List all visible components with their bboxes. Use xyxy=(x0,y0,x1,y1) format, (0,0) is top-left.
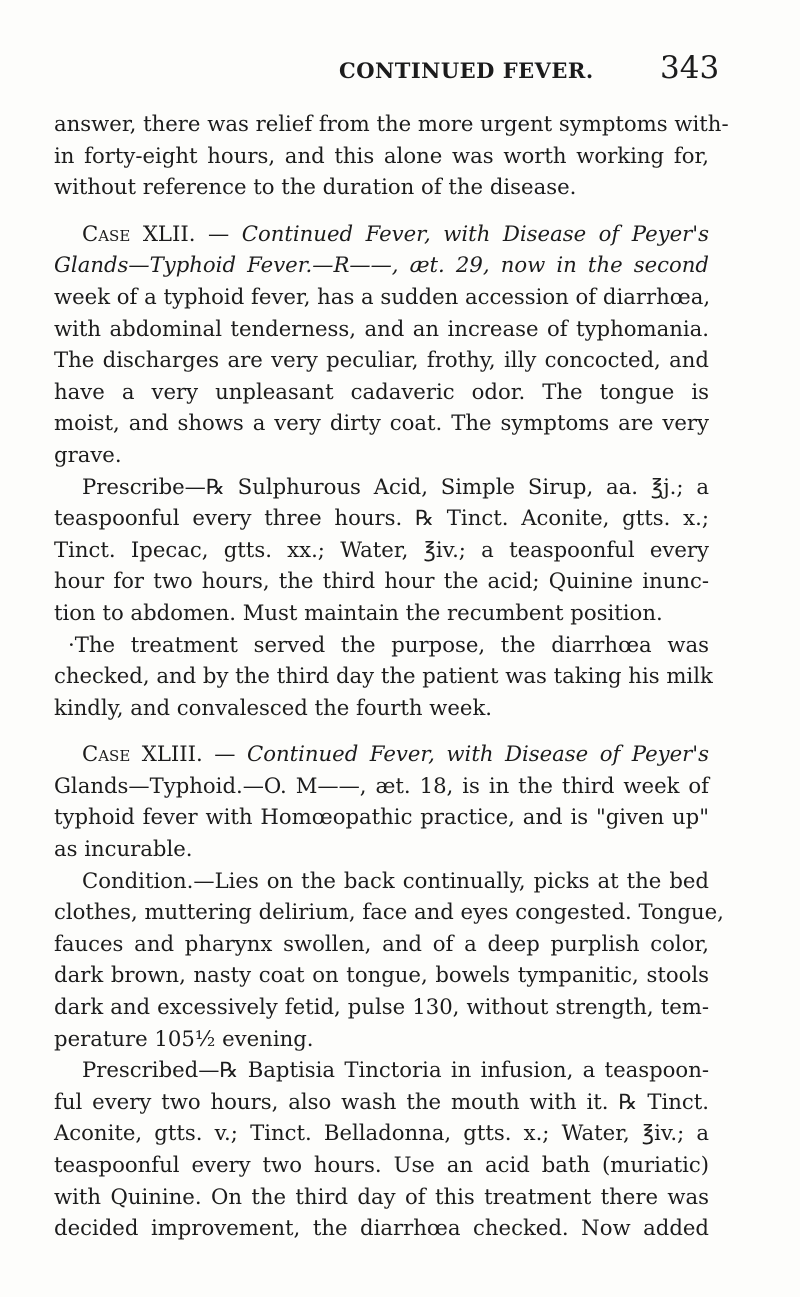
text-line: without reference to the duration of the disease. xyxy=(54,174,577,200)
case-heading-line xyxy=(54,738,709,770)
text-line: with Quinine. On the third day of this treatment there was xyxy=(54,1183,709,1209)
case-label: Case XLII. xyxy=(82,220,196,246)
text-line: Condition.—Lies on the back continually, picks at the bed xyxy=(82,867,709,893)
case-heading-line xyxy=(54,218,709,250)
text-line: in forty-eight hours, and this alone was worth working for, xyxy=(54,142,709,168)
text-line: Prescribed—℞ Baptisia Tinctoria in infusion, a teaspoon- xyxy=(82,1057,709,1083)
case-dash: — xyxy=(202,741,247,767)
text-line: teaspoonful every two hours. Use an acid bath (muriatic) xyxy=(54,1152,709,1177)
text-line: grave. xyxy=(54,441,122,467)
text-line: dark brown, nasty coat on tongue, bowels tympanitic, stools xyxy=(54,962,709,988)
text-line: Glands—Typhoid Fever.—R——, æt. 29, now in the second xyxy=(54,252,709,278)
condition-paragraph xyxy=(54,865,724,1055)
text-line: moist, and shows a very dirty coat. The symptoms are very xyxy=(54,410,709,436)
case-label: Case XLIII. xyxy=(82,741,203,767)
paragraph-continuation xyxy=(54,108,729,203)
text-line: fauces and pharynx swollen, and of a deep purplish color, xyxy=(54,930,709,956)
prescribed-paragraph xyxy=(54,1054,709,1244)
text-line: kindly, and convalesced the fourth week. xyxy=(54,694,493,720)
prescription-paragraph xyxy=(54,471,709,629)
text-line: week of a typhoid fever, has a sudden accession of diarrhœa, xyxy=(54,283,711,309)
text-line: with abdominal tenderness, and an increase of typhomania. xyxy=(54,315,709,341)
text-line: Prescribe—℞ Sulphurous Acid, Simple Sirup, aa. ℥j.; a xyxy=(82,473,709,499)
page-number: 343 xyxy=(660,50,720,86)
case-title: Continued Fever, with Disease of Peyer's xyxy=(246,741,709,767)
case-xlii-heading-paragraph xyxy=(54,218,709,471)
text-line: answer, there was relief from the more urgent symptoms with- xyxy=(54,111,729,136)
body-text xyxy=(54,108,729,1244)
text-line: dark and excessively fetid, pulse 130, without strength, tem- xyxy=(54,994,709,1020)
text-line: ·The treatment served the purpose, the diarrhœa was xyxy=(68,631,709,657)
running-head: CONTINUED FEVER. xyxy=(339,58,594,83)
text-line: ful every two hours, also wash the mouth with it. ℞ Tinct. xyxy=(54,1088,709,1114)
text-line: checked, and by the third day the patient was taking his milk xyxy=(54,663,713,689)
text-line: clothes, muttering delirium, face and eyes congested. Tongue, xyxy=(54,899,724,925)
text-line: Tinct. Ipecac, gtts. xx.; Water, ℥iv.; a teaspoonful every xyxy=(54,536,709,562)
text-line: typhoid fever with Homœopathic practice, and is "given up" xyxy=(54,804,709,830)
case-xliii-heading-paragraph xyxy=(54,738,709,864)
text-line: tion to abdomen. Must maintain the recumbent position. xyxy=(54,599,663,625)
case-dash: — xyxy=(195,220,242,246)
text-line: hour for two hours, the third hour the acid; Quinine inunc- xyxy=(54,568,709,594)
text-line: Glands—Typhoid.—O. M——, æt. 18, is in the third week of xyxy=(54,772,709,798)
case-title: Continued Fever, with Disease of Peyer's xyxy=(241,220,709,246)
text-line: teaspoonful every three hours. ℞ Tinct. Aconite, gtts. x.; xyxy=(54,505,709,531)
text-line: have a very unpleasant cadaveric odor. The tongue is xyxy=(54,378,709,404)
text-line: as incurable. xyxy=(54,836,193,862)
text-line: perature 105½ evening. xyxy=(54,1025,314,1051)
text-line: Aconite, gtts. v.; Tinct. Belladonna, gtts. x.; Water, ℥iv.; a xyxy=(54,1120,709,1146)
text-line: The discharges are very peculiar, frothy, illy concocted, and xyxy=(54,347,709,373)
text-line: decided improvement, the diarrhœa checked. Now added xyxy=(54,1215,709,1241)
outcome-paragraph xyxy=(54,629,713,724)
